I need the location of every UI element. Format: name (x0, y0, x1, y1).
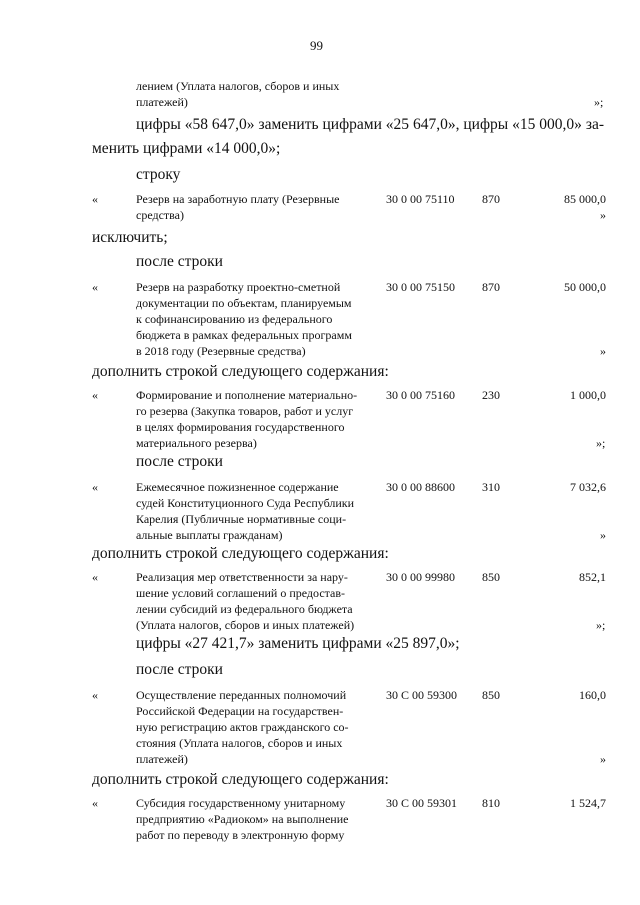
instruction-line: цифры «58 647,0» заменить цифрами «25 647,0», цифры «15 000,0» за- (136, 116, 604, 133)
row-vr: 810 (482, 796, 500, 810)
row-name-line: в целях формирования государственного (136, 420, 345, 434)
label-add: дополнить строкой следующего содержания: (92, 363, 389, 380)
row-name-line: документации по объектам, планируемым (136, 296, 352, 310)
row-name-line: лении субсидий из федерального бюджета (136, 602, 353, 616)
row-name-line: в 2018 году (Резервные средства) (136, 344, 306, 358)
row-vr: 870 (482, 280, 500, 294)
row-name-line: средства) (136, 208, 184, 222)
row-sum: 1 000,0 (570, 388, 606, 402)
row-sum: 85 000,0 (564, 192, 606, 206)
row-name-line: альные выплаты гражданам) (136, 528, 283, 542)
row-name-line: судей Конституционного Суда Республики (136, 496, 355, 510)
row-name-line: шение условий соглашений о предостав- (136, 586, 346, 600)
row-vr: 230 (482, 388, 500, 402)
label-after: после строки (136, 253, 223, 270)
label-after: после строки (136, 661, 223, 678)
label-after: после строки (136, 453, 223, 470)
fragment-line: лением (Уплата налогов, сборов и иных (136, 79, 340, 93)
opening-quote: « (92, 688, 98, 702)
row-name-line: ную регистрацию актов гражданского со- (136, 720, 349, 734)
row-name-line: материального резерва) (136, 436, 257, 450)
closing-quote: » (600, 208, 606, 222)
row-code: 30 0 00 75110 (386, 192, 455, 206)
row-name-line: Резерв на заработную плату (Резервные (136, 192, 340, 206)
instruction-line: менить цифрами «14 000,0»; (92, 140, 281, 157)
label-add: дополнить строкой следующего содержания: (92, 771, 389, 788)
row-sum: 1 524,7 (570, 796, 606, 810)
row-sum: 160,0 (579, 688, 606, 702)
opening-quote: « (92, 192, 98, 206)
row-code: 30 С 00 59301 (386, 796, 458, 810)
closing-quote: »; (594, 95, 604, 109)
row-code: 30 0 00 99980 (386, 570, 455, 584)
page-number: 99 (310, 38, 323, 53)
fragment-line: платежей) (136, 95, 188, 109)
row-name-line: стояния (Уплата налогов, сборов и иных (136, 736, 343, 750)
row-vr: 870 (482, 192, 500, 206)
opening-quote: « (92, 388, 98, 402)
row-name-line: Реализация мер ответственности за нару- (136, 570, 348, 584)
closing-quote: » (600, 344, 606, 358)
opening-quote: « (92, 480, 98, 494)
label-stroku: строку (136, 166, 181, 183)
row-code: 30 С 00 59300 (386, 688, 458, 702)
row-sum: 50 000,0 (564, 280, 606, 294)
row-name-line: к софинансированию из федерального (136, 312, 333, 326)
row-name-line: Резерв на разработку проектно-сметной (136, 280, 341, 294)
row-name-line: Субсидия государственному унитарному (136, 796, 346, 810)
label-exclude: исключить; (92, 229, 168, 246)
row-sum: 7 032,6 (570, 480, 606, 494)
row-name-line: го резерва (Закупка товаров, работ и услуг (136, 404, 354, 418)
row-name-line: работ по переводу в электронную форму (136, 828, 345, 842)
row-sum: 852,1 (579, 570, 606, 584)
row-name-line: платежей) (136, 752, 188, 766)
row-name-line: (Уплата налогов, сборов и иных платежей) (136, 618, 355, 632)
row-name-line: предприятию «Радиоком» на выполнение (136, 812, 349, 826)
row-name-line: Российской Федерации на государствен- (136, 704, 344, 718)
row-name-line: Осуществление переданных полномочий (136, 688, 347, 702)
row-name-line: Карелия (Публичные нормативные соци- (136, 512, 347, 526)
opening-quote: « (92, 280, 98, 294)
opening-quote: « (92, 570, 98, 584)
row-name-line: Формирование и пополнение материально- (136, 388, 358, 402)
closing-quote: » (600, 528, 606, 542)
instruction-line: цифры «27 421,7» заменить цифрами «25 897,0»; (136, 635, 460, 652)
closing-quote: »; (596, 436, 606, 450)
row-vr: 850 (482, 688, 500, 702)
row-name-line: бюджета в рамках федеральных программ (136, 328, 352, 342)
row-code: 30 0 00 75150 (386, 280, 455, 294)
row-name-line: Ежемесячное пожизненное содержание (136, 480, 339, 494)
closing-quote: » (600, 752, 606, 766)
row-vr: 850 (482, 570, 500, 584)
opening-quote: « (92, 796, 98, 810)
closing-quote: »; (596, 618, 606, 632)
row-code: 30 0 00 75160 (386, 388, 455, 402)
row-vr: 310 (482, 480, 500, 494)
row-code: 30 0 00 88600 (386, 480, 455, 494)
label-add: дополнить строкой следующего содержания: (92, 545, 389, 562)
